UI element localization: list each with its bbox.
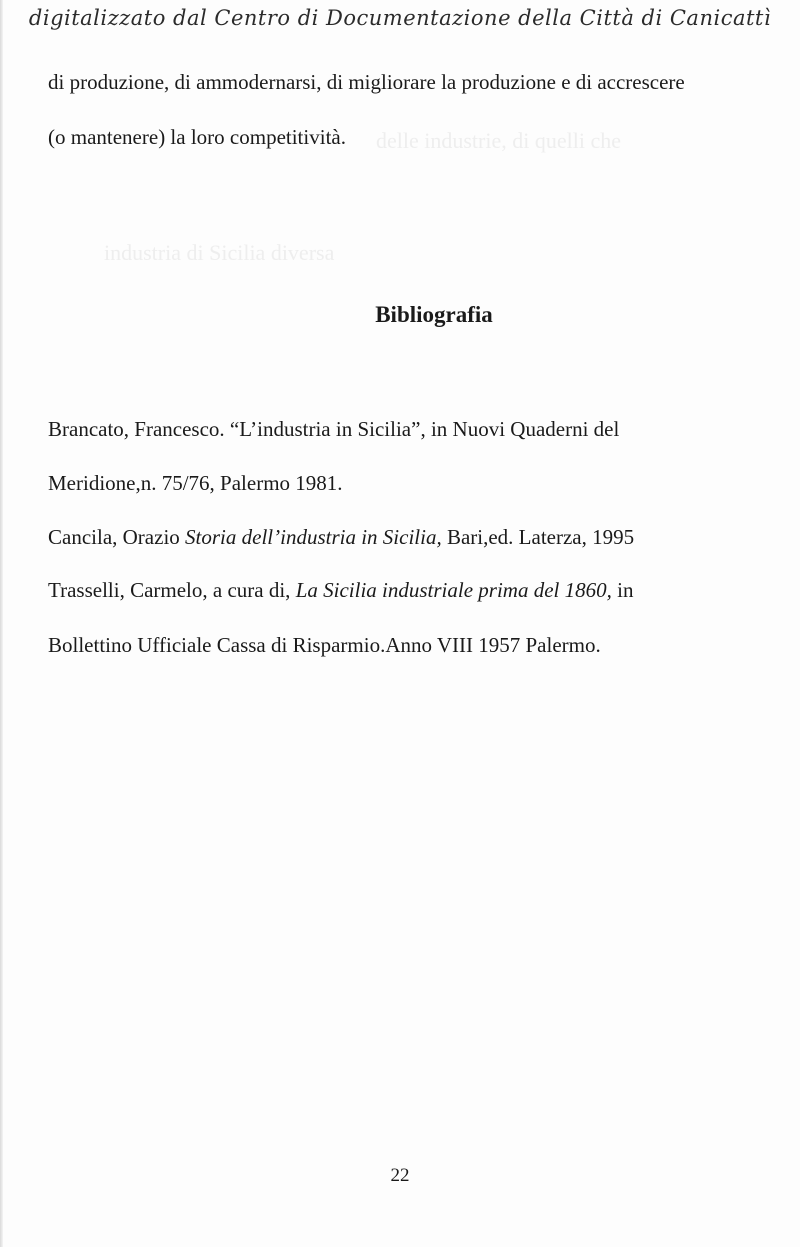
show-through-text: industria di Sicilia diversa [104, 240, 335, 265]
bibliography-title: La Sicilia industriale prima del 1860, [295, 578, 612, 602]
page-edge-shadow [0, 0, 3, 1247]
archive-watermark: digitalizzato dal Centro di Documentazione della Città di Canicattì [28, 6, 772, 30]
bibliography-author: Trasselli, Carmelo, a cura di, [48, 578, 296, 602]
bibliography-entry-continuation: Bollettino Ufficiale Cassa di Risparmio.Anno VIII 1957 Palermo. [48, 633, 601, 657]
bibliography-entry [48, 524, 634, 550]
body-text-line: di produzione, di ammodernarsi, di migliorare la produzione e di accrescere [48, 70, 685, 94]
section-heading: Bibliografia [375, 302, 493, 327]
bibliography-author: Cancila, Orazio [48, 525, 186, 549]
body-text-line: (o mantenere) la loro competitività. [48, 125, 346, 149]
bibliography-publication: Bari,ed. Laterza, 1995 [441, 525, 635, 549]
show-through-text: delle industrie, di quelli che [376, 128, 621, 153]
bibliography-entry: Brancato, Francesco. “L’industria in Sicilia”, in Nuovi Quaderni del [48, 417, 620, 441]
bibliography-entry-continuation: Meridione,n. 75/76, Palermo 1981. [48, 471, 343, 495]
bibliography-entry [48, 577, 633, 603]
page-number: 22 [390, 1165, 410, 1186]
bibliography-publication: in [611, 578, 634, 602]
bibliography-title: Storia dell’industria in Sicilia, [185, 525, 442, 549]
